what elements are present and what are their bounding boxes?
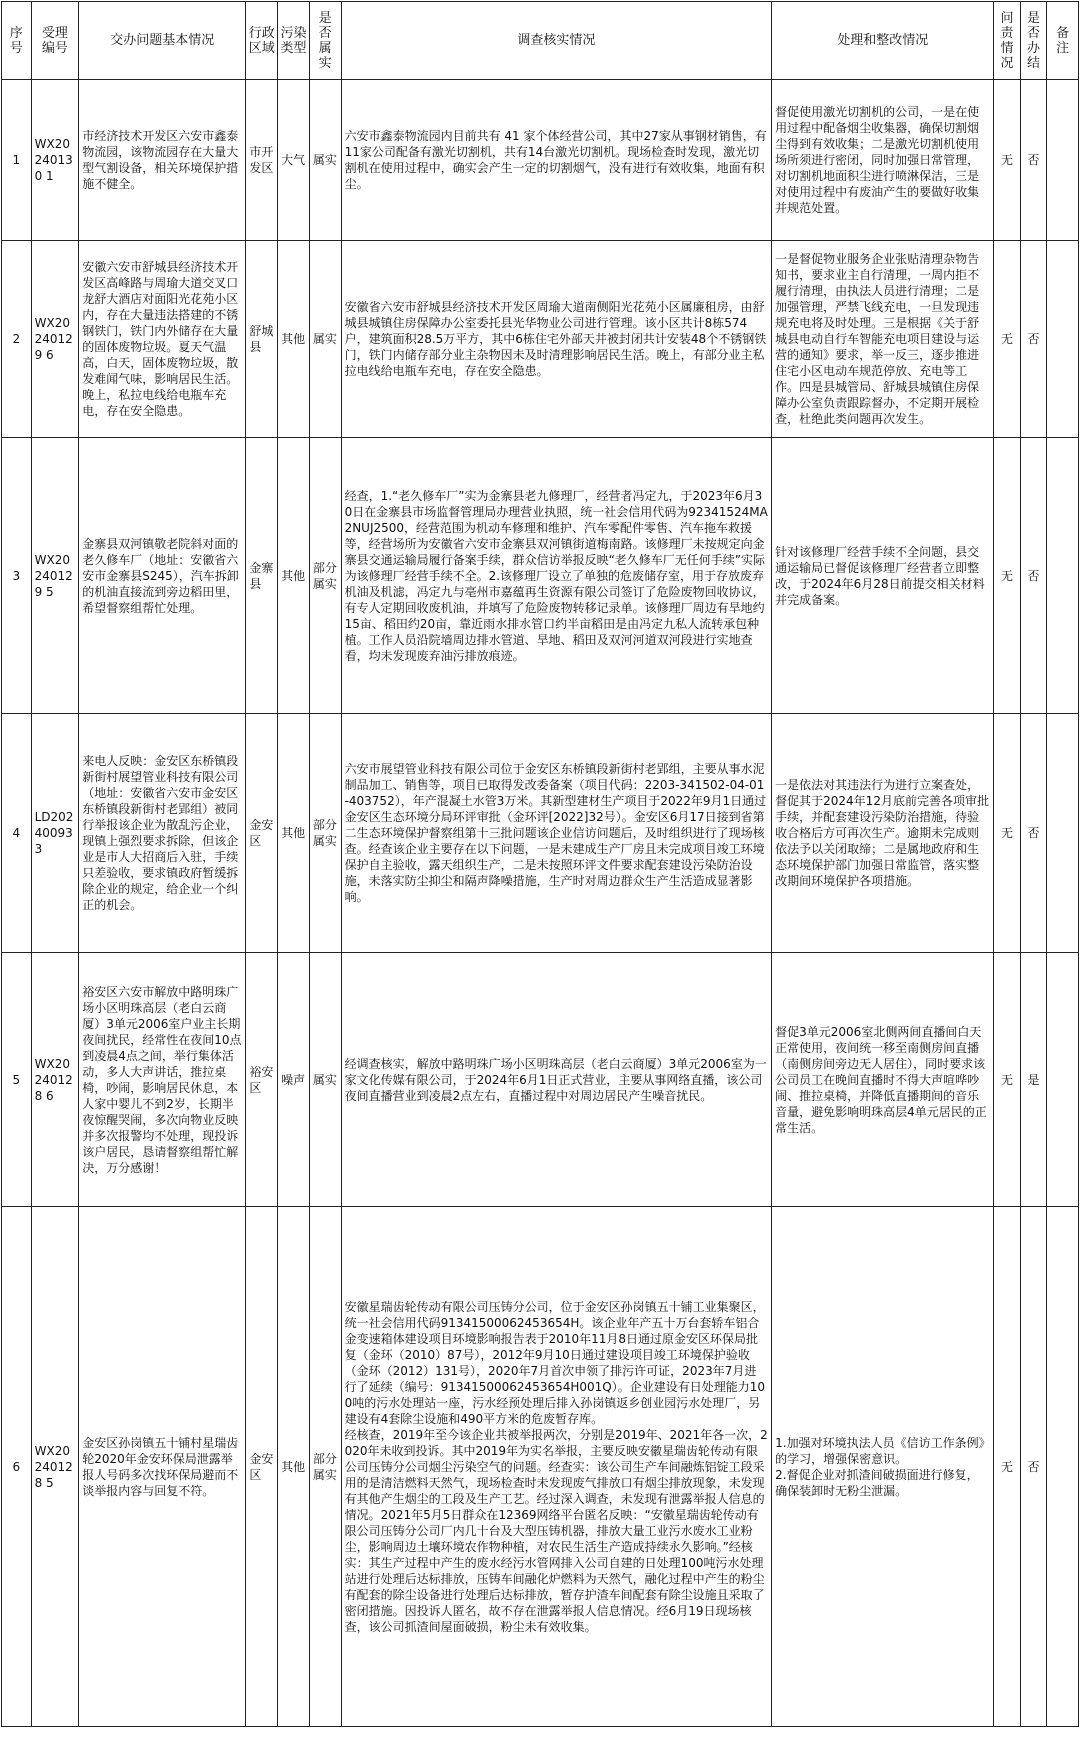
table-row xyxy=(2,438,1079,714)
header-region-text: 行政区域 xyxy=(248,25,275,56)
row-remarks xyxy=(1047,80,1079,241)
row-investigation: 安徽星瑞齿轮传动有限公司压铸分公司，位于金安区孙岗镇五十铺工业集聚区，统一社会信用代码91341500062453654H。该企业年产五十万台套轿车铝合金变速箱体建设项目环境影响报告表于2010年11月8日通过原金安区环保局批复（金环（2010）87号），2012年9月10日通过建设项目竣工环境保护验收（金环（2012）131号），2020年7月首次申领了排污许可证，2023年7月进行了延续（编号：91341500062453654H001Q）。企业建设有日处理能力100吨的污水处理站一座，污水经预处理后排入孙岗镇返乡创业园污水处理厂，另建设有4套除尘设施和490平方米的危废暂存库。 经核查，2019年至今该企业共被举报两次，分别是2019年、2021年各一次，2020年未收到投诉。其中2019年为实名举报，主要反映安徽星瑞齿轮传动有限公司压铸分公司烟尘污染空气的问题。经查实：该公司生产车间融炼铝锭工段采用的是清洁燃料天然气，现场检查时未发现废气排放口有烟尘排放现象，未发现有其他产生烟尘的工段及生产工艺。经过深入调查，未发现有泄露举报人信息的情况。2021年5月5日群众在12369网络平台匿名反映：“安徽星瑞齿轮传动有限公司压铸分公司厂内几十台及大型压铸机器，排放大量工业污水废水工业粉尘，影响周边土壤环境农作物种植，对农民生活生产造成持续永久影响。”经核实：其生产过程中产生的废水经污水管网排入公司自建的日处理100吨污水处理站进行处理后达标排放，压铸车间融化炉燃料为天然气，融化过程中产生的粉尘有配套的除尘设备进行处理后达标排放，暂存护渣车间配套有除尘设施且采取了密闭措施。因投诉人匿名，故不存在泄露举报人信息情况。经6月19日现场核查，该公司抓渣间屋面破损，粉尘未有效收集。 xyxy=(341,1207,772,1727)
row-issue: 金安区孙岗镇五十铺村星瑞齿轮2020年金安环保局泄露举报人号码多次找环保局避而不谈举报内容与回复不符。 xyxy=(79,1207,246,1727)
row-region: 金安区 xyxy=(246,714,278,953)
row-seq: 5 xyxy=(2,953,32,1207)
table-row xyxy=(2,80,1079,241)
row-seq: 2 xyxy=(2,241,32,438)
row-seq: 4 xyxy=(2,714,32,953)
header-id xyxy=(31,2,79,80)
header-remarks-text: 备注 xyxy=(1056,25,1070,56)
row-investigation: 经查，1.“老久修车厂”实为金寨县老九修理厂，经营者冯定九，于2023年6月30日在金寨县市场监督管理局办理营业执照，统一社会信用代码为92341524MA2NUJ2500，经营范围为机动车修理和维护、汽车零配件零售、汽车拖车救援等，经营场所为安徽省六安市金寨县双河镇街道梅南路。该修理厂未按规定向金寨县交通运输局履行备案手续，群众信访举报反映“老久修车厂无任何手续”实际为该修理厂经营手续不全。2.该修理厂设立了单独的危废储存室，用于存放废弃机油及机滤，冯定九与亳州市嘉蕴再生资源有限公司签订了危险废物回收协议，有专人定期回收废机油，并填写了危险废物转移记录单。该修理厂周边有旱地约15亩、稻田约20亩，靠近雨水排水管口约半亩稻田是由冯定九私人流转承包种植。工作人员沿院墙周边排水管道、旱地、稻田及双河河道双河段进行实地查看，均未发现废弃油污排放痕迹。 xyxy=(341,438,772,714)
row-remarks xyxy=(1047,714,1079,953)
row-issue: 来电人反映：金安区东桥镇段新街村展望管业科技有限公司（地址：安徽省六安市金安区东桥镇段新街村老郢组）被同行举报该企业为散乱污企业，现镇上强烈要求拆除，但该企业是市人大招商后入驻，手续只差验收，要求镇政府暂缓拆除企业的规定，给企业一个纠正的机会。 xyxy=(79,714,246,953)
row-accountability: 无 xyxy=(994,1207,1020,1727)
row-pollution: 噪声 xyxy=(278,953,310,1207)
row-region: 金安区 xyxy=(246,1207,278,1727)
row-pollution: 大气 xyxy=(278,80,310,241)
row-handling: 针对该修理厂经营手续不全问题，县交通运输局已督促该修理厂经营者立即整改，于2024年6月28日前提交相关材料并完成备案。 xyxy=(772,438,994,714)
row-id: WX20240130 1 xyxy=(31,80,79,241)
row-remarks xyxy=(1047,1207,1079,1727)
header-pollution-text: 污染类型 xyxy=(280,25,307,56)
row-verified: 属实 xyxy=(309,80,341,241)
row-accountability: 无 xyxy=(994,438,1020,714)
row-completed: 否 xyxy=(1020,438,1046,714)
row-accountability: 无 xyxy=(994,953,1020,1207)
row-completed: 否 xyxy=(1020,241,1046,438)
row-handling: 督促3单元2006室北侧两间直播间白天正常使用，夜间统一移至南侧房间直播（南侧房间旁边无人居住），同时要求该公司员工在晚间直播时不得大声喧哗吵闹、推拉桌椅，并降低直播期间的音乐音量，避免影响明珠高层4单元居民的正常生活。 xyxy=(772,953,994,1207)
row-verified: 部分属实 xyxy=(309,438,341,714)
row-pollution: 其他 xyxy=(278,714,310,953)
row-handling: 一是依法对其违法行为进行立案查处，督促其于2024年12月底前完善各项审批手续，并配套建设污染防治措施，待验收合格后方可再次生产。逾期未完成则依法予以关闭取缔；二是属地政府和生态环境保护部门加强日常监管，落实整改期间环境保护各项措施。 xyxy=(772,714,994,953)
row-pollution: 其他 xyxy=(278,1207,310,1727)
row-remarks xyxy=(1047,438,1079,714)
header-remarks xyxy=(1047,2,1079,80)
row-verified: 部分属实 xyxy=(309,1207,341,1727)
header-region xyxy=(246,2,278,80)
row-verified: 属实 xyxy=(309,953,341,1207)
header-verified-text: 是否属实 xyxy=(318,10,332,71)
row-id: LD20240093 3 xyxy=(31,714,79,953)
row-investigation: 安徽省六安市舒城县经济技术开发区周瑜大道南侧阳光花苑小区属廉租房，由舒城县城镇住房保障办公室委托县光华物业公司进行管理。该小区共计8栋574户，建筑面积28.5万平方，其中6栋住宅外部天井被封闭共计安装48个不锈钢铁门，铁门内储存部分业主杂物因未及时清理影响居民生活。晚上，有部分业主私拉电线给电瓶车充电，存在安全隐患。 xyxy=(341,241,772,438)
row-completed: 是 xyxy=(1020,953,1046,1207)
row-investigation: 六安市鑫泰物流园内目前共有 41 家个体经营公司，其中27家从事钢材销售，有11家公司配备有激光切割机，共有14台激光切割机。现场检查时发现，激光切割机在使用过程中，确实会产生一定的切割烟气，没有进行有效收集，地面有积尘。 xyxy=(341,80,772,241)
row-region: 裕安区 xyxy=(246,953,278,1207)
row-investigation: 经调查核实，解放中路明珠广场小区明珠高层（老白云商厦）3单元2006室为一家文化传媒有限公司，于2024年6月1日正式营业，主要从事网络直播，该公司夜间直播营业到凌晨2点左右，直播过程中对周边居民产生噪音扰民。 xyxy=(341,953,772,1207)
row-issue: 安徽六安市舒城县经济技术开发区高峰路与周瑜大道交叉口龙舒大酒店对面阳光花苑小区内，存在大量违法搭建的不锈钢铁门，铁门内外储存在大量的固体废物垃圾。夏天气温高，白天，固体废物垃圾，散发难闻气味，影响居民生活。晚上，私拉电线给电瓶车充电，存在安全隐患。 xyxy=(79,241,246,438)
header-accountability-text: 问责情况 xyxy=(1000,10,1014,71)
row-issue: 裕安区六安市解放中路明珠广场小区明珠高层（老白云商厦）3单元2006室户业主长期夜间扰民，经常性在夜间10点到凌晨4点之间，举行集体活动，多人大声讲话，推拉桌椅，吵闹，影响居民休息，本人家中婴儿不到2岁，长期半夜惊醒哭闹，多次向物业反映并多次报警均不处理，现投诉该户居民，恳请督察组帮忙解决，万分感谢！ xyxy=(79,953,246,1207)
row-handling: 督促使用激光切割机的公司，一是在使用过程中配备烟尘收集器，确保切割烟尘得到有效收集；二是激光切割机使用场所须进行密闭，同时加强日常管理，对切割机地面积尘进行喷淋保洁，三是对使用过程中有废油产生的要做好收集并规范处置。 xyxy=(772,80,994,241)
row-id: WX20240129 6 xyxy=(31,241,79,438)
row-id: WX20240129 5 xyxy=(31,438,79,714)
row-id: WX20240128 6 xyxy=(31,953,79,1207)
row-accountability: 无 xyxy=(994,714,1020,953)
header-pollution xyxy=(278,2,310,80)
row-seq: 3 xyxy=(2,438,32,714)
row-region: 舒城县 xyxy=(246,241,278,438)
petition-table xyxy=(1,1,1079,1727)
row-accountability: 无 xyxy=(994,80,1020,241)
row-id: WX20240128 5 xyxy=(31,1207,79,1727)
row-seq: 6 xyxy=(2,1207,32,1727)
row-verified: 部分属实 xyxy=(309,714,341,953)
header-completed xyxy=(1020,2,1046,80)
header-accountability xyxy=(994,2,1020,80)
row-remarks xyxy=(1047,241,1079,438)
row-handling: 1.加强对环境执法人员《信访工作条例》的学习，增强保密意识。 2.督促企业对抓渣间破损面进行修复，确保装卸时无粉尘泄漏。 xyxy=(772,1207,994,1727)
header-row xyxy=(2,2,1079,80)
header-verified xyxy=(309,2,341,80)
table-row xyxy=(2,953,1079,1207)
row-completed: 否 xyxy=(1020,80,1046,241)
row-remarks xyxy=(1047,953,1079,1207)
row-completed: 否 xyxy=(1020,1207,1046,1727)
header-handling: 处理和整改情况 xyxy=(772,2,994,80)
row-region: 市开发区 xyxy=(246,80,278,241)
row-region: 金寨县 xyxy=(246,438,278,714)
header-id-text: 受理编号 xyxy=(41,25,68,56)
row-accountability: 无 xyxy=(994,241,1020,438)
header-issue: 交办问题基本情况 xyxy=(79,2,246,80)
row-pollution: 其他 xyxy=(278,438,310,714)
table-row xyxy=(2,1207,1079,1727)
row-issue: 金寨县双河镇敬老院斜对面的老久修车厂（地址：安徽省六安市金寨县S245），汽车拆卸的机油直接流到旁边稻田里，希望督察组帮忙处理。 xyxy=(79,438,246,714)
row-seq: 1 xyxy=(2,80,32,241)
table-row xyxy=(2,241,1079,438)
row-issue: 市经济技术开发区六安市鑫泰物流园，该物流园存在大量大型气割设备，相关环境保护措施不健全。 xyxy=(79,80,246,241)
row-completed: 否 xyxy=(1020,714,1046,953)
table-row xyxy=(2,714,1079,953)
row-handling: 一是督促物业服务企业张贴清理杂物告知书，要求业主自行清理，一周内拒不履行清理，由执法人员进行清理；二是加强管理，严禁飞线充电，一旦发现违规充电将及时处理。三是根据《关于舒城县电动自行车智能充电项目建设与运营的通知》要求，举一反三，逐步推进住宅小区电动车规范停放、充电等工作。四是县城管局、舒城县城镇住房保障办公室负责跟踪督办，不定期开展检查，杜绝此类问题再次发生。 xyxy=(772,241,994,438)
header-completed-text: 是否办结 xyxy=(1026,10,1040,71)
header-investigation: 调查核实情况 xyxy=(341,2,772,80)
row-pollution: 其他 xyxy=(278,241,310,438)
row-verified: 属实 xyxy=(309,241,341,438)
row-investigation: 六安市展望管业科技有限公司位于金安区东桥镇段新街村老郢组，主要从事水泥制品加工、销售等，项目已取得发改委备案（项目代码：2203-341502-04-01-403752），年产混凝土水管3万米。其新型建材生产项目于2022年9月1日通过金安区生态环境分局环评审批（金环评[2022]32号）。金安区6月17日接到省第二生态环境保护督察组第十三批问题该企业信访问题后，及时组织进行了现场核查。经查该企业主要存在以下问题，一是未建成生产厂房且未完成项目竣工环境保护自主验收，露天组织生产，二是未按照环评文件要求配套建设污染防治设施，未落实防尘抑尘和隔声降噪措施，生产时对周边群众生产生活造成显著影响。 xyxy=(341,714,772,953)
header-seq: 序号 xyxy=(2,2,32,80)
